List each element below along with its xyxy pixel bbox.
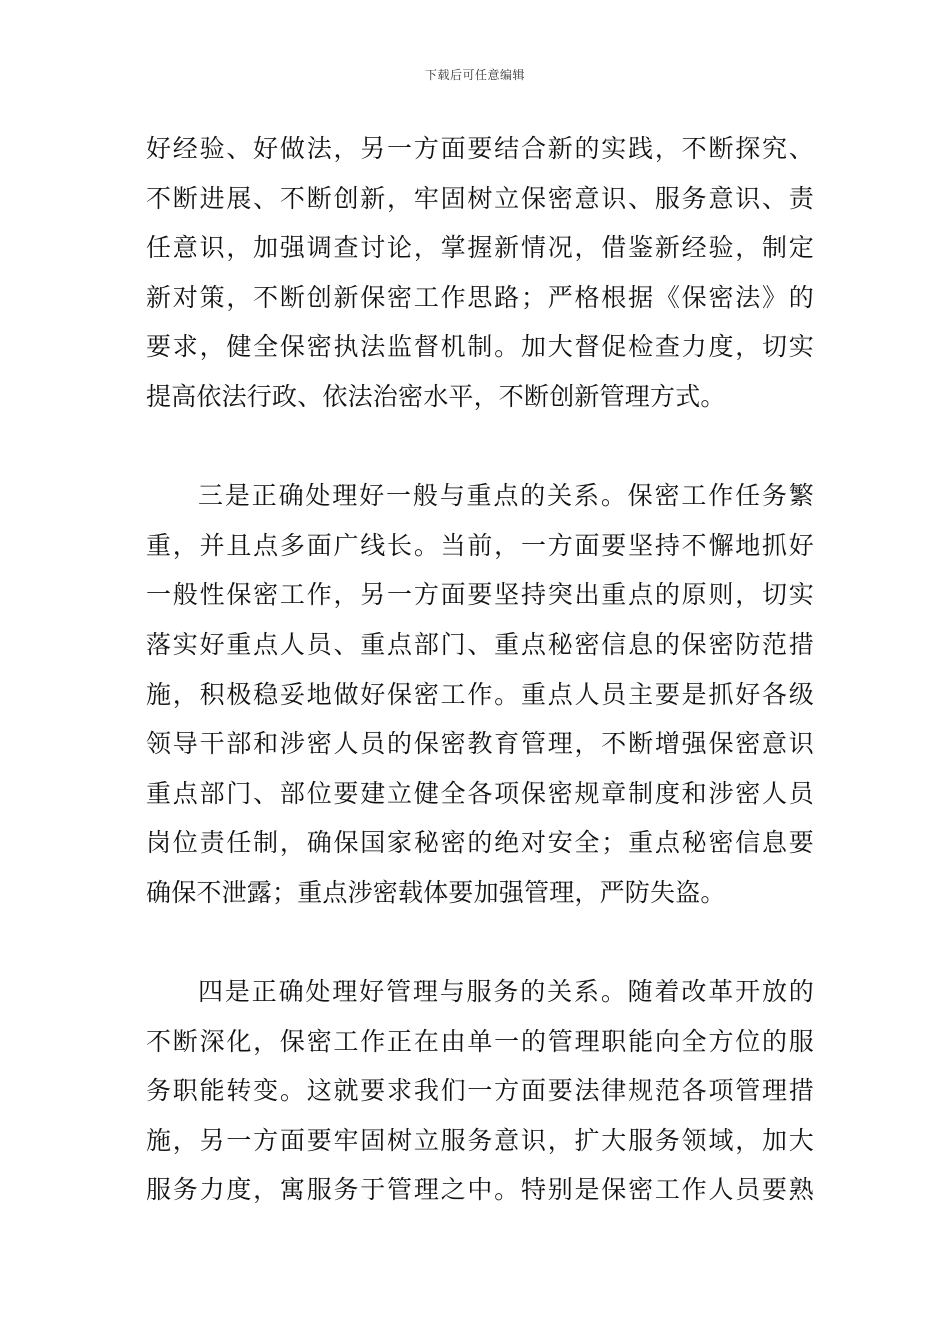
paragraph-gap (146, 918, 814, 968)
text-line: 一般性保密工作，另一方面要坚持突出重点的原则，切实 (146, 580, 814, 610)
paragraph-2 (146, 471, 814, 917)
page-header: 下载后可任意编辑 (424, 68, 525, 82)
text-line: 四是正确处理好管理与服务的关系。随着改革开放的 (198, 977, 814, 1007)
text-line: 施，积极稳妥地做好保密工作。重点人员主要是抓好各级 (146, 679, 814, 709)
text-line: 务职能转变。这就要求我们一方面要法律规范各项管理措 (146, 1076, 814, 1106)
text-line: 确保不泄露；重点涉密载体要加强管理，严防失盗。 (146, 877, 726, 907)
paragraph-3 (146, 967, 814, 1215)
text-line: 领导干部和涉密人员的保密教育管理，不断增强保密意识 (146, 729, 814, 759)
text-line: 施，另一方面要牢固树立服务意识，扩大服务领域，加大 (146, 1125, 814, 1155)
text-line: 重，并且点多面广线长。当前，一方面要坚持不懈地抓好 (146, 530, 814, 560)
text-line: 新对策，不断创新保密工作思路；严格根据《保密法》的 (146, 282, 814, 312)
text-line: 重点部门、部位要建立健全各项保密规章制度和涉密人员 (146, 778, 814, 808)
text-line: 岗位责任制，确保国家秘密的绝对安全；重点秘密信息要 (146, 828, 814, 858)
text-line: 服务力度，寓服务于管理之中。特别是保密工作人员要熟 (146, 1175, 814, 1205)
paragraph-gap (146, 422, 814, 472)
text-line: 不断深化，保密工作正在由单一的管理职能向全方位的服 (146, 1026, 814, 1056)
document-body (146, 124, 814, 1215)
text-line: 落实好重点人员、重点部门、重点秘密信息的保密防范措 (146, 629, 814, 659)
paragraph-1 (146, 124, 814, 422)
text-line: 提高依法行政、依法治密水平，不断创新管理方式。 (146, 381, 726, 411)
text-line: 要求，健全保密执法监督机制。加大督促检查力度，切实 (146, 332, 814, 362)
text-line: 任意识，加强调查讨论，掌握新情况，借鉴新经验，制定 (146, 233, 814, 263)
text-line: 三是正确处理好一般与重点的关系。保密工作任务繁 (198, 481, 814, 511)
text-line: 不断进展、不断创新，牢固树立保密意识、服务意识、责 (146, 183, 814, 213)
text-line: 好经验、好做法，另一方面要结合新的实践，不断探究、 (146, 134, 814, 163)
